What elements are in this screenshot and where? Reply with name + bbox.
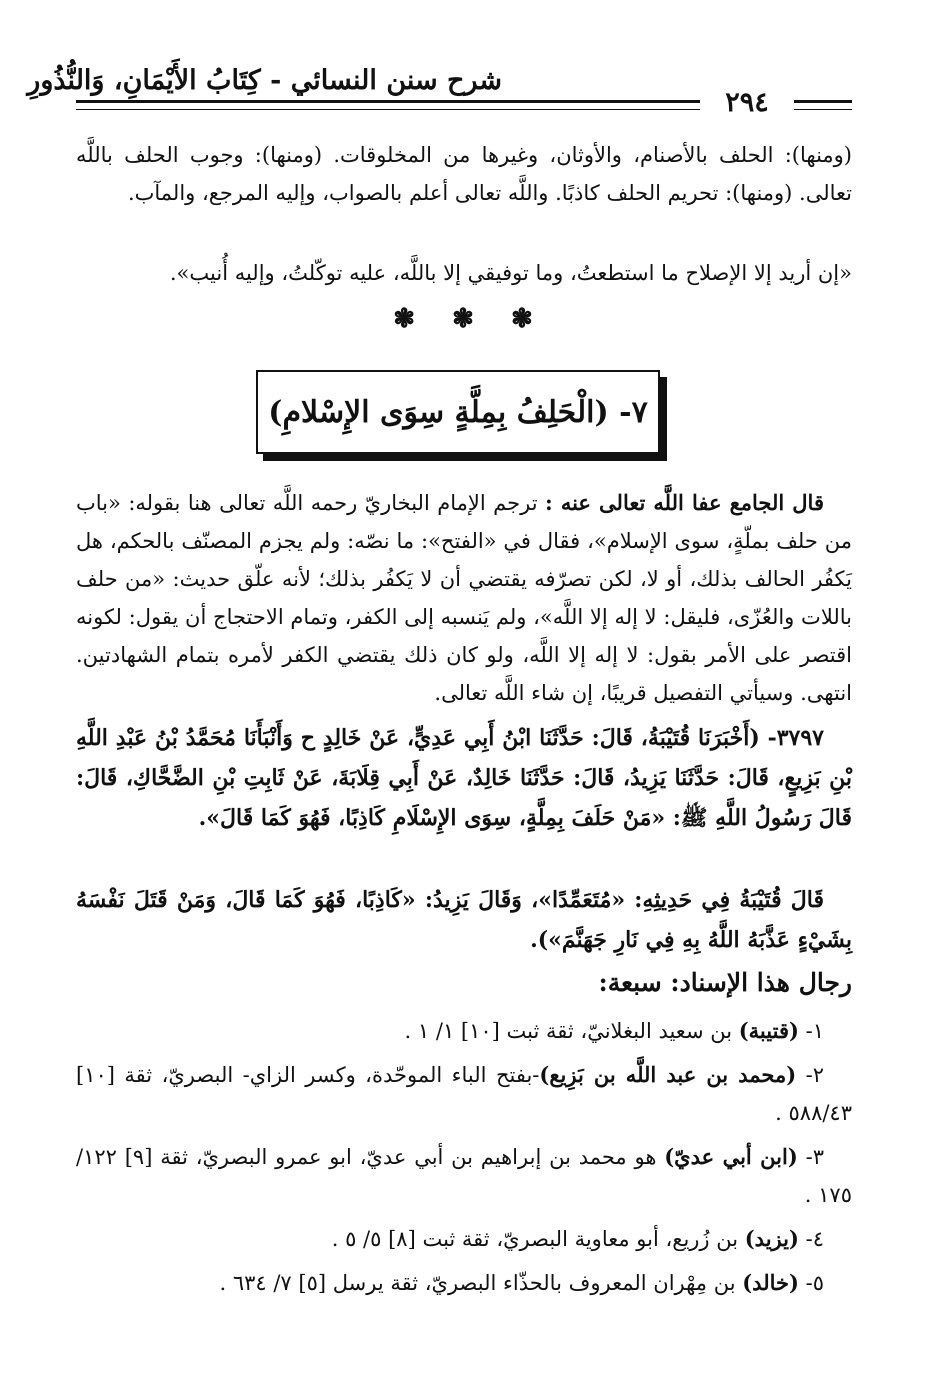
chapter-heading: ٧- (الْحَلِفُ بِمِلَّةٍ سِوَى الإِسْلامِ) [268, 394, 648, 430]
running-header-title: شرح سنن النسائي - كِتَابُ الأَيْمَانِ، وَالنُّذُورِ [27, 65, 502, 96]
intro-quote: «إن أريد إلا الإصلاح ما استطعتُ، وما توفيقي إلا باللَّه، عليه توكّلتُ، وإليه أُنيب». [169, 261, 852, 285]
narrator-item [76, 1056, 852, 1132]
narrator-item [76, 1138, 852, 1214]
narrator-details: -بفتح الباء الموحّدة، وكسر الزاي- البصريّ، ثقة [١٠] ٥٨٨/٤٣ . [76, 1063, 852, 1125]
narrator-name: (محمد بن عبد اللَّه بن بَزِيع) [539, 1062, 797, 1087]
narrator-details: بن زُريع، أبو معاوية البصريّ، ثقة ثبت [٨] ٥/ ٥ . [331, 1227, 745, 1251]
narrator-details: بن مِهْران المعروف بالحذّاء البصريّ، ثقة يرسل [٥] ٧/ ٦٣٤ . [219, 1271, 743, 1295]
narrator-name: (خالد) [742, 1270, 799, 1295]
narrator-name: (يزيد) [744, 1226, 799, 1251]
header-rule-top-right [794, 100, 852, 103]
header-rule-bottom [76, 109, 700, 110]
intro-paragraph: (ومنها): الحلف بالأصنام، والأوثان، وغيرها من المخلوقات. (ومنها): وجوب الحلف باللَّه تعالى. (ومنها): تحريم الحلف كاذبًا. واللَّه تعالى أعلم بالصواب، وإليه المرجع، والمآب. [76, 143, 852, 205]
narrator-name: (ابن أبي عديّ) [664, 1144, 798, 1169]
hadith-second: قَالَ قُتَيْبَةُ فِي حَدِيثِهِ: «مُتَعَمِّدًا»، وَقَالَ يَزِيدُ: «كَاذِبًا، فَهُوَ كَمَا قَالَ، وَمَنْ قَتَلَ نَفْسَهُ بِشَيْءٍ عَذَّبَهُ اللَّهُ بِهِ فِي نَارِ جَهَنَّمَ»). [76, 887, 852, 953]
hadith-main: ٣٧٩٧- (أَخْبَرَنَا قُتَيْبَةُ، قَالَ: حَدَّثَنَا ابْنُ أَبِي عَدِيٍّ، عَنْ خَالِدٍ ح وَأَنْبَأَنَا مُحَمَّدُ بْنُ عَبْدِ اللَّهِ بْنِ بَزِيعٍ، قَالَ: حَدَّثَنَا يَزِيدُ، قَالَ: حَدَّثَنَا خَالِدٌ، عَنْ أَبِي قِلَابَةَ، عَنْ ثَابِتِ بْنِ الضَّحَّاكِ، قَالَ: قَالَ رَسُولُ اللَّهِ ﷺ: «مَنْ حَلَفَ بِمِلَّةٍ، سِوَى الإِسْلَامِ كَاذِبًا، فَهُوَ كَمَا قَالَ». [76, 725, 852, 831]
narrator-number: ١- [805, 1019, 824, 1043]
page-number: ٢٩٤ [725, 87, 769, 118]
narrators-list [76, 1012, 852, 1308]
narrators-heading: رجال هذا الإسناد: سبعة: [598, 968, 852, 997]
commentary-text: ترجم الإمام البخاريّ رحمه اللَّه تعالى هنا بقوله: «باب من حلف بملّةٍ، سوى الإسلام»، فقال في «الفتح»: ما نصّه: ولم يجزم المصنّف بالحكم، هل يَكفُر الحالف بذلك، أو لا، لكن تصرّفه يقتضي أن لا يَكفُر بذلك؛ لأنه علّق حديث: «من حلف باللات والعُزّى، فليقل: لا إله إلا اللَّه»، ولم يَنسبه إلى الكفر، وتمام الاحتجاج أن يقول: لكونه اقتصر على الأمر بقول: لا إله إلا اللَّه، ولو كان ذلك يقتضي الكفر لأمره بتمام الشهادتين. انتهى. وسيأتي التفصيل قريبًا، إن شاء اللَّه تعالى. [76, 491, 852, 705]
narrator-name: (قتيبة) [738, 1018, 799, 1043]
commentary-paragraph [76, 484, 852, 712]
section-separator-stars: ❃ ❃ ❃ [393, 304, 547, 334]
narrator-item [76, 1220, 852, 1258]
header-rule-bottom-right [794, 109, 852, 110]
narrator-number: ٤- [805, 1227, 824, 1251]
narrator-number: ٣- [805, 1145, 824, 1169]
narrator-item [76, 1012, 852, 1050]
chapter-heading-box [256, 370, 660, 454]
narrator-details: بن سعيد البغلانيّ، ثقة ثبت [١٠] ١/ ١ . [404, 1019, 739, 1043]
narrator-number: ٥- [805, 1271, 824, 1295]
header-rule-top [76, 100, 700, 103]
narrator-details: هو محمد بن إبراهيم بن أبي عديّ، ابو عمرو البصريّ، ثقة [٩] ١٢٢/ ١٧٥ . [76, 1145, 852, 1207]
narrator-item [76, 1264, 852, 1302]
commentary-lead: قال الجامع عفا اللَّه تعالى عنه : [545, 490, 824, 515]
narrator-number: ٢- [805, 1063, 825, 1087]
